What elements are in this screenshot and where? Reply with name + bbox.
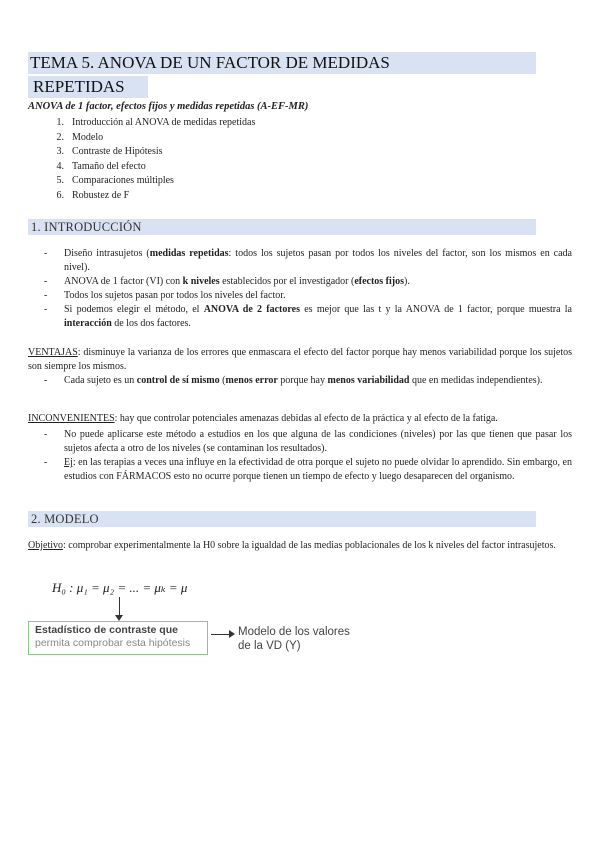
objetivo-paragraph: Objetivo: comprobar experimentalmente la H0 sobre la igualdad de las medias poblacionales de los k niveles del factor intrasujetos. — [28, 540, 556, 551]
page-title-line-2: REPETIDAS — [33, 77, 125, 96]
toc-item: 6. Robustez de F — [56, 189, 130, 201]
list-item: - Si podemos elegir el método, el ANOVA de 2 factores es mejor que las t y la ANOVA de 1 factor, porque muestra la interacción de los dos factores. — [44, 303, 572, 331]
ventajas-paragraph: VENTAJAS: disminuye la varianza de los errores que enmascara el efecto del factor porque hay menos variabilidad porque los sujetos son siempre los mismos. — [28, 347, 572, 372]
inconvenientes-paragraph: INCONVENIENTES: hay que controlar potenciales amenazas debidas al efecto de la práctica y al efecto de la fatiga. — [28, 413, 498, 424]
list-item: - Cada sujeto es un control de sí mismo (menos error porque hay menos variabilidad que en medidas independientes). — [44, 374, 572, 388]
null-hypothesis-formula: H₀ : μ₁ = μ₂ = ... = μₖ = μ — [52, 580, 188, 595]
contrast-statistic-box: Estadístico de contraste que permita comprobar esta hipótesis — [28, 621, 208, 655]
table-of-contents — [28, 116, 255, 204]
list-item: - No puede aplicarse este método a estudios en los que alguna de las condiciones (niveles) por las que tienen que pasar los sujetos afecta a otro de los niveles (se contaminan los resultados). — [44, 428, 572, 456]
toc-item: 1. Introducción al ANOVA de medidas repetidas — [56, 117, 256, 128]
ventajas-list — [44, 374, 572, 388]
list-item: - Ej: en las terapias a veces una influye en la efectividad de otra porque el sujeto no puede olvidar lo aprendido. Sin embargo, en estudios con FÁRMACOS esto no ocurre porque tienen un tiempo de efecto y luego desaparecen del organismo. — [44, 456, 572, 484]
section-2-highlight — [28, 511, 536, 527]
list-item: - Diseño intrasujetos (medidas repetidas: todos los sujetos pasan por todos los niveles del factor, son los mismos en cada nivel). — [44, 247, 572, 275]
section-2-heading: 2. MODELO — [31, 512, 99, 526]
right-arrow-icon — [211, 634, 231, 635]
toc-item: 5. Comparaciones múltiples — [56, 175, 174, 187]
list-item: - Todos los sujetos pasan por todos los niveles del factor. — [44, 289, 572, 303]
intro-bullet-list — [44, 247, 572, 331]
page-title-line-1: TEMA 5. ANOVA DE UN FACTOR DE MEDIDAS — [30, 53, 390, 72]
down-arrow-icon — [119, 597, 120, 617]
list-item: - ANOVA de 1 factor (VI) con k niveles establecidos por el investigador (efectos fijos). — [44, 275, 572, 289]
document-subtitle: ANOVA de 1 factor, efectos fijos y medidas repetidas (A-EF-MR) — [28, 101, 309, 112]
model-description: Modelo de los valores de la VD (Y) — [238, 626, 350, 652]
inconvenientes-list — [44, 428, 572, 484]
section-1-heading: 1. INTRODUCCIÓN — [31, 220, 142, 234]
toc-item: 4. Tamaño del efecto — [56, 160, 146, 172]
toc-item: 2. Modelo — [56, 131, 104, 143]
right-arrow-head-icon — [229, 630, 235, 638]
toc-item: 3. Contraste de Hipótesis — [56, 146, 163, 158]
